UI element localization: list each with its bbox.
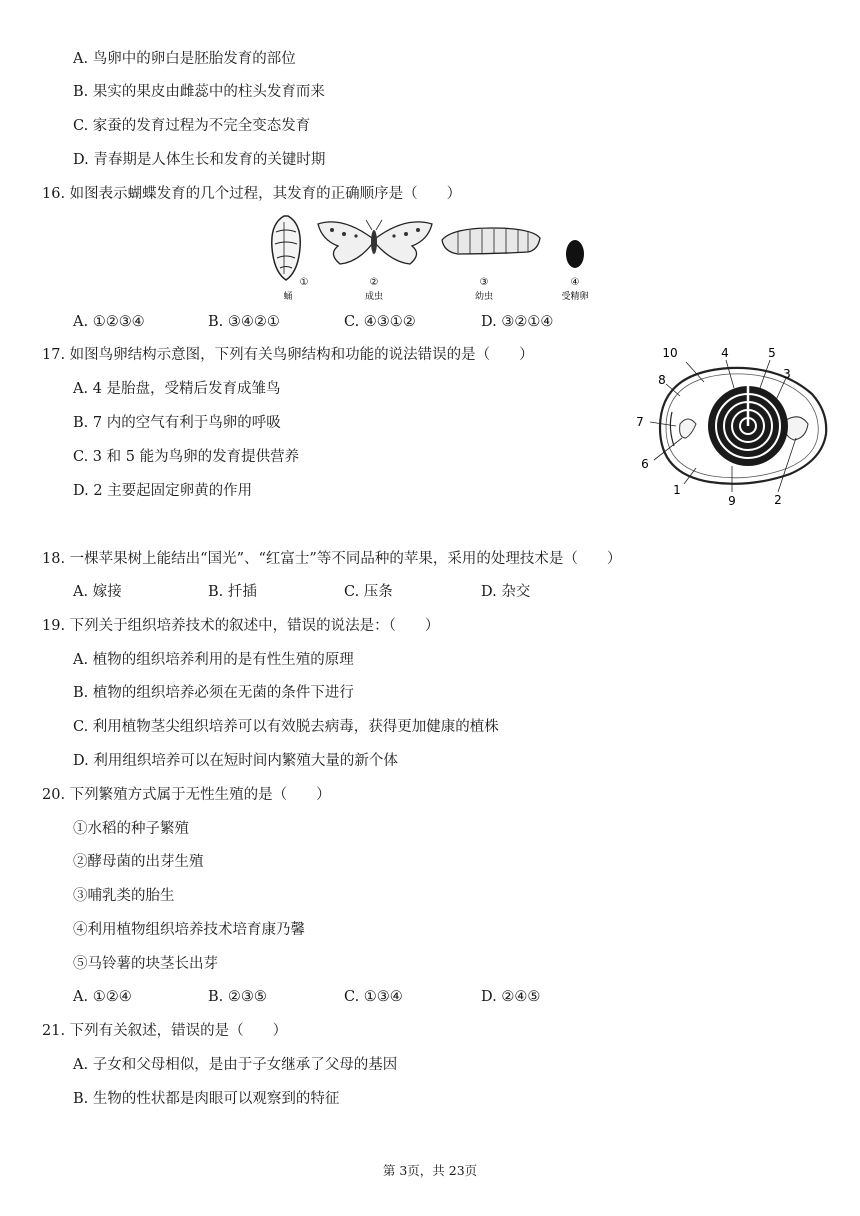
egg-label-6: 6	[641, 457, 649, 471]
q17-option-d: D. 2 主要起固定卵黄的作用	[73, 483, 253, 499]
page-footer: 第 3页，共 23页	[382, 1163, 478, 1178]
larva-image	[442, 228, 540, 254]
egg-label-9: 9	[728, 494, 736, 508]
q20-item-3: ③哺乳类的胎生	[73, 888, 175, 904]
q20-item-5: ⑤马铃薯的块茎长出芽	[73, 956, 218, 972]
q18-options	[73, 582, 633, 602]
q17-option-c: C. 3 和 5 能为鸟卵的发育提供营养	[73, 449, 300, 465]
egg-label-2: 2	[774, 493, 782, 507]
q19-stem: 19. 下列关于组织培养技术的叙述中，错误的说法是：（ ）	[42, 618, 440, 634]
q19-option-b: B. 植物的组织培养必须在无菌的条件下进行	[73, 685, 354, 701]
egg-label-7: 7	[636, 415, 644, 429]
q16-options	[73, 312, 633, 332]
q16-option-c: C. ④③①②	[344, 314, 416, 330]
pupa-label: 蛹	[283, 292, 293, 302]
q18-option-a: A. 嫁接	[73, 584, 122, 600]
egg-label-3: 3	[783, 367, 791, 381]
q16-option-a: A. ①②③④	[73, 314, 145, 330]
egg-label-1: 1	[673, 483, 681, 497]
butterfly-lifecycle-figure	[262, 210, 602, 306]
adult-label: 成虫	[364, 292, 384, 302]
fertilized-egg-image	[566, 240, 584, 268]
q20-option-b: B. ②③⑤	[208, 989, 267, 1005]
q18-option-b: B. 扦插	[208, 584, 257, 600]
q19-option-d: D. 利用组织培养可以在短时间内繁殖大量的新个体	[73, 753, 398, 769]
larva-label: 幼虫	[474, 292, 494, 302]
q18-option-c: C. 压条	[344, 584, 393, 600]
q21-option-b: B. 生物的性状都是肉眼可以观察到的特征	[73, 1091, 340, 1107]
egg-label-5: 5	[768, 346, 776, 360]
egg-label-4: 4	[721, 346, 729, 360]
q15-option-b: B. 果实的果皮由雌蕊中的柱头发育而来	[73, 84, 325, 100]
q17-option-b: B. 7 内的空气有利于鸟卵的呼吸	[73, 415, 281, 431]
q19-option-a: A. 植物的组织培养利用的是有性生殖的原理	[73, 652, 354, 668]
egg-label-8: 8	[658, 373, 666, 387]
q17-stem: 17. 如图鸟卵结构示意图，下列有关鸟卵结构和功能的说法错误的是（ ）	[42, 347, 534, 363]
q15-option-c: C. 家蚕的发育过程为不完全变态发育	[73, 118, 311, 134]
egg-label: 受精卵	[561, 292, 589, 302]
q20-option-c: C. ①③④	[344, 989, 403, 1005]
q18-stem: 18. 一棵苹果树上能结出“国光”、“红富士”等不同品种的苹果，采用的处理技术是（ ）	[42, 551, 622, 567]
q20-option-a: A. ①②④	[73, 989, 132, 1005]
q15-option-a: A. 鸟卵中的卵白是胚胎发育的部位	[73, 51, 296, 67]
pupa-number: ①	[299, 277, 309, 288]
egg-label-10: 10	[662, 346, 678, 360]
q19-option-c: C. 利用植物茎尖组织培养可以有效脱去病毒，获得更加健康的植株	[73, 719, 499, 735]
q20-option-d: D. ②④⑤	[481, 989, 541, 1005]
adult-butterfly-image	[318, 220, 432, 264]
q21-option-a: A. 子女和父母相似，是由于子女继承了父母的基因	[73, 1057, 398, 1073]
q20-item-4: ④利用植物组织培养技术培育康乃馨	[73, 922, 305, 938]
q16-stem: 16. 如图表示蝴蝶发育的几个过程，其发育的正确顺序是（ ）	[42, 186, 462, 202]
q17-option-a: A. 4 是胎盘，受精后发育成雏鸟	[73, 381, 281, 397]
q20-item-1: ①水稻的种子繁殖	[73, 821, 189, 837]
q18-option-d: D. 杂交	[481, 584, 531, 600]
q20-item-2: ②酵母菌的出芽生殖	[73, 854, 204, 870]
adult-number: ②	[369, 277, 379, 288]
q16-option-b: B. ③④②①	[208, 314, 280, 330]
q20-stem: 20. 下列繁殖方式属于无性生殖的是（ ）	[42, 787, 331, 803]
q20-options	[73, 987, 633, 1007]
egg-number: ④	[570, 277, 580, 288]
q21-stem: 21. 下列有关叙述，错误的是（ ）	[42, 1023, 288, 1039]
q15-option-d: D. 青春期是人体生长和发育的关键时期	[73, 152, 326, 168]
bird-egg-structure-figure	[630, 342, 830, 512]
pupa-image	[272, 216, 301, 280]
larva-number: ③	[479, 277, 489, 288]
q16-option-d: D. ③②①④	[481, 314, 554, 330]
